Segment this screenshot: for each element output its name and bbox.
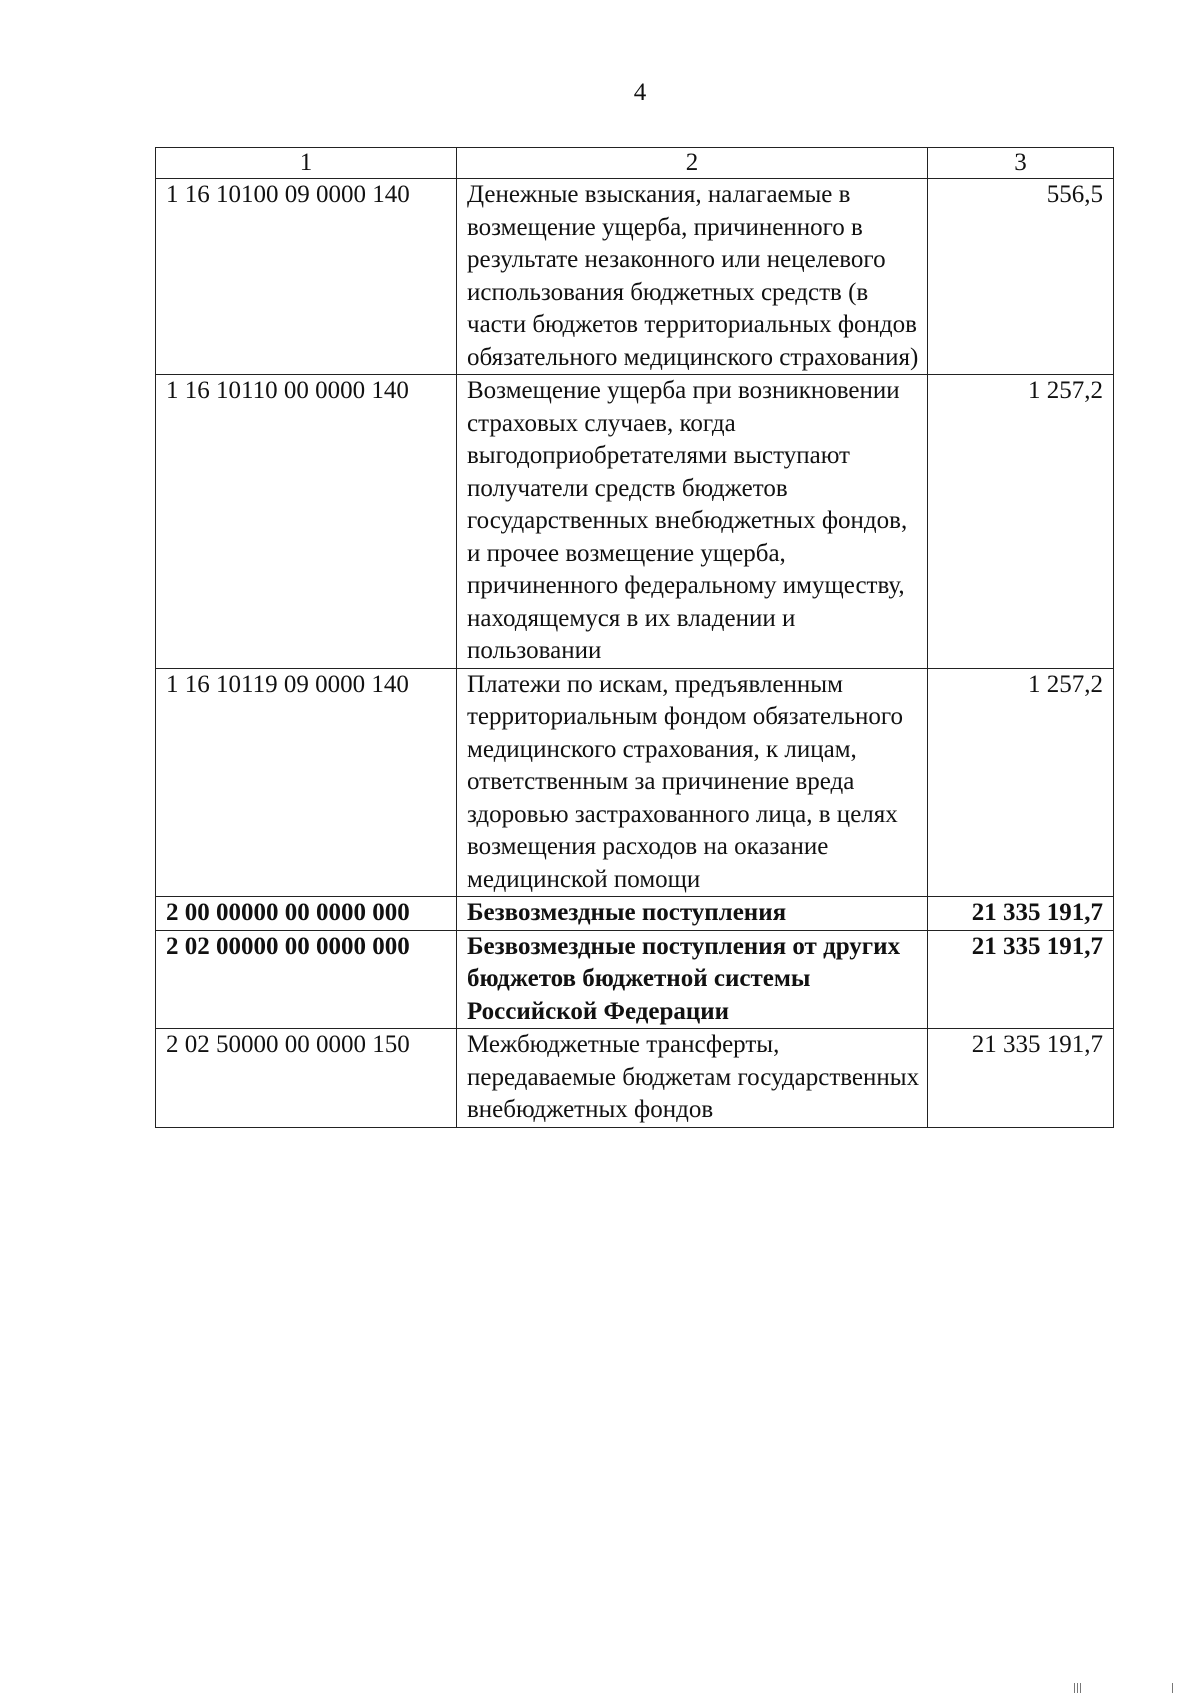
- page-number: 4: [633, 79, 647, 106]
- table-row-total: [156, 897, 1114, 931]
- row-name: Платежи по искам, предъявленным территориальным фондом обязательного медицинского страхования, к лицам, ответственным за причинение вреда здоровью застрахованного лица, в целях возмещения расходов на оказание медицинской помощи: [457, 668, 928, 897]
- column-header-name: 2: [457, 148, 928, 179]
- row-amount: 21 335 191,7: [928, 1029, 1114, 1128]
- table-row: [156, 1029, 1114, 1128]
- table-header-row: [156, 148, 1114, 179]
- table-row: [156, 375, 1114, 669]
- column-header-amount: 3: [928, 148, 1114, 179]
- row-code: 1 16 10119 09 0000 140: [156, 668, 457, 897]
- table-row: [156, 668, 1114, 897]
- row-amount: 21 335 191,7: [928, 930, 1114, 1029]
- column-header-code: 1: [156, 148, 457, 179]
- row-name: Межбюджетные трансферты, передаваемые бюджетам государственных внебюджетных фондов: [457, 1029, 928, 1128]
- revenue-table: [155, 147, 1114, 1128]
- row-code: 2 00 00000 00 0000 000: [156, 897, 457, 931]
- row-name: Возмещение ущерба при возникновении страховых случаев, когда выгодоприобретателями выступают получатели средств бюджетов государственных внебюджетных фондов, и прочее возмещение ущерба, причиненного федеральному имуществу, находящемуся в их владении и пользовании: [457, 375, 928, 669]
- row-amount: 21 335 191,7: [928, 897, 1114, 931]
- row-name: Денежные взыскания, налагаемые в возмещение ущерба, причиненного в результате незаконного или нецелевого использования бюджетных средств (в части бюджетов территориальных фондов обязательного медицинского страхования): [457, 179, 928, 375]
- row-amount: 1 257,2: [928, 668, 1114, 897]
- scan-artifact: [1172, 1683, 1173, 1693]
- row-name: Безвозмездные поступления: [457, 897, 928, 931]
- scan-artifact: [1080, 1683, 1081, 1693]
- row-amount: 1 257,2: [928, 375, 1114, 669]
- row-name: Безвозмездные поступления от других бюджетов бюджетной системы Российской Федерации: [457, 930, 928, 1029]
- scan-artifact: [1077, 1683, 1078, 1693]
- table-row: [156, 179, 1114, 375]
- row-amount: 556,5: [928, 179, 1114, 375]
- row-code: 2 02 50000 00 0000 150: [156, 1029, 457, 1128]
- scan-artifact: [1074, 1683, 1075, 1693]
- row-code: 2 02 00000 00 0000 000: [156, 930, 457, 1029]
- row-code: 1 16 10100 09 0000 140: [156, 179, 457, 375]
- row-code: 1 16 10110 00 0000 140: [156, 375, 457, 669]
- table-row-subtotal: [156, 930, 1114, 1029]
